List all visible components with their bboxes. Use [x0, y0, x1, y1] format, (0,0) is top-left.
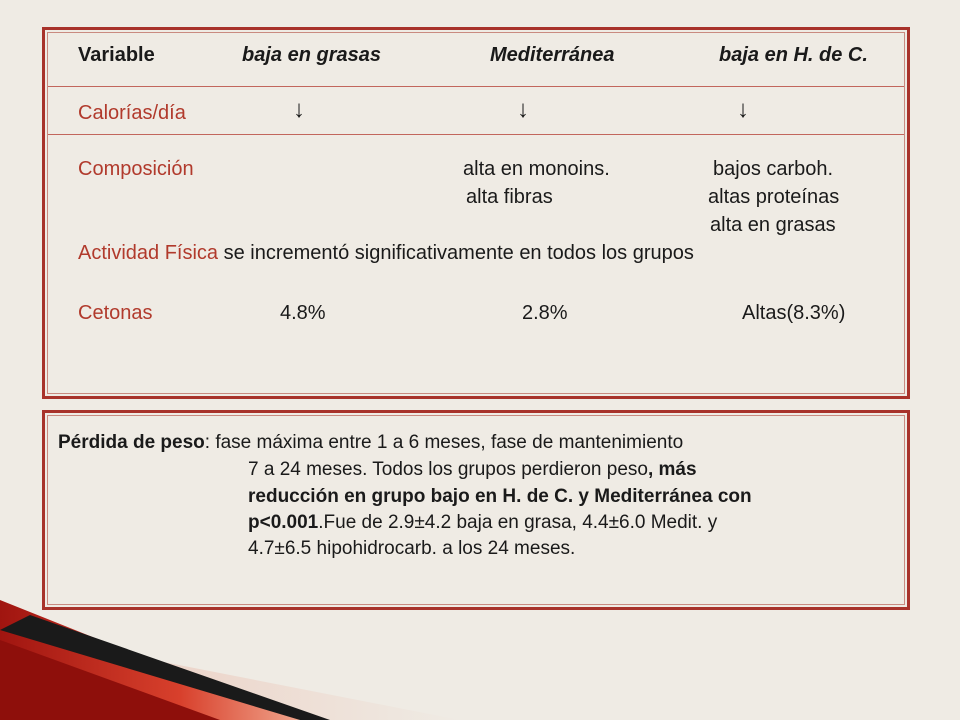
composition-label: Composición [78, 158, 194, 180]
weight-loss-line-5: 4.7±6.5 hipohidrocarb. a los 24 meses. [248, 538, 576, 559]
physical-activity-row [78, 241, 694, 265]
weight-loss-line-1-text: : fase máxima entre 1 a 6 meses, fase de mantenimiento [204, 432, 684, 453]
weight-loss-line-2-text: 7 a 24 meses. Todos los grupos perdieron peso [248, 459, 648, 480]
ketones-low-fat: 4.8% [280, 302, 326, 324]
weight-loss-label: Pérdida de peso [58, 432, 205, 453]
p-value: p<0.001 [248, 512, 319, 533]
weight-loss-line-1 [58, 430, 683, 456]
table-divider [48, 86, 904, 87]
table-divider [48, 134, 904, 135]
ketones-mediterranean: 2.8% [522, 302, 568, 324]
comparison-table-box [42, 27, 910, 399]
weight-loss-line-2 [248, 457, 697, 483]
ketones-low-carb: Altas(8.3%) [742, 302, 846, 324]
composition-mediterranean-2: alta fibras [466, 186, 553, 208]
calories-low-carb-arrow: ↓ [737, 96, 749, 123]
physical-activity-text: se incrementó significativamente en todos los grupos [218, 242, 694, 264]
weight-loss-line-2-bold: , más [647, 459, 697, 480]
weight-loss-line-4 [248, 510, 717, 536]
composition-low-carb-1: bajos carboh. [713, 158, 834, 180]
header-low-fat: baja en grasas [242, 44, 381, 66]
header-mediterranean: Mediterránea [490, 44, 615, 66]
ketones-label: Cetonas [78, 302, 153, 324]
header-variable: Variable [78, 44, 155, 66]
weight-loss-line-4-text: .Fue de 2.9±4.2 baja en grasa, 4.4±6.0 Medit. y [318, 512, 718, 533]
decorative-corner-swoosh [0, 560, 460, 720]
calories-mediterranean-arrow: ↓ [517, 96, 529, 123]
calories-label: Calorías/día [78, 102, 186, 124]
physical-activity-label: Actividad Física [78, 242, 219, 264]
weight-loss-line-3: reducción en grupo bajo en H. de C. y Mediterránea con [248, 486, 752, 507]
composition-low-carb-2: altas proteínas [708, 186, 840, 208]
calories-low-fat-arrow: ↓ [293, 96, 305, 123]
composition-mediterranean-1: alta en monoins. [463, 158, 610, 180]
composition-low-carb-3: alta en grasas [710, 214, 836, 236]
header-low-carb: baja en H. de C. [719, 44, 868, 66]
